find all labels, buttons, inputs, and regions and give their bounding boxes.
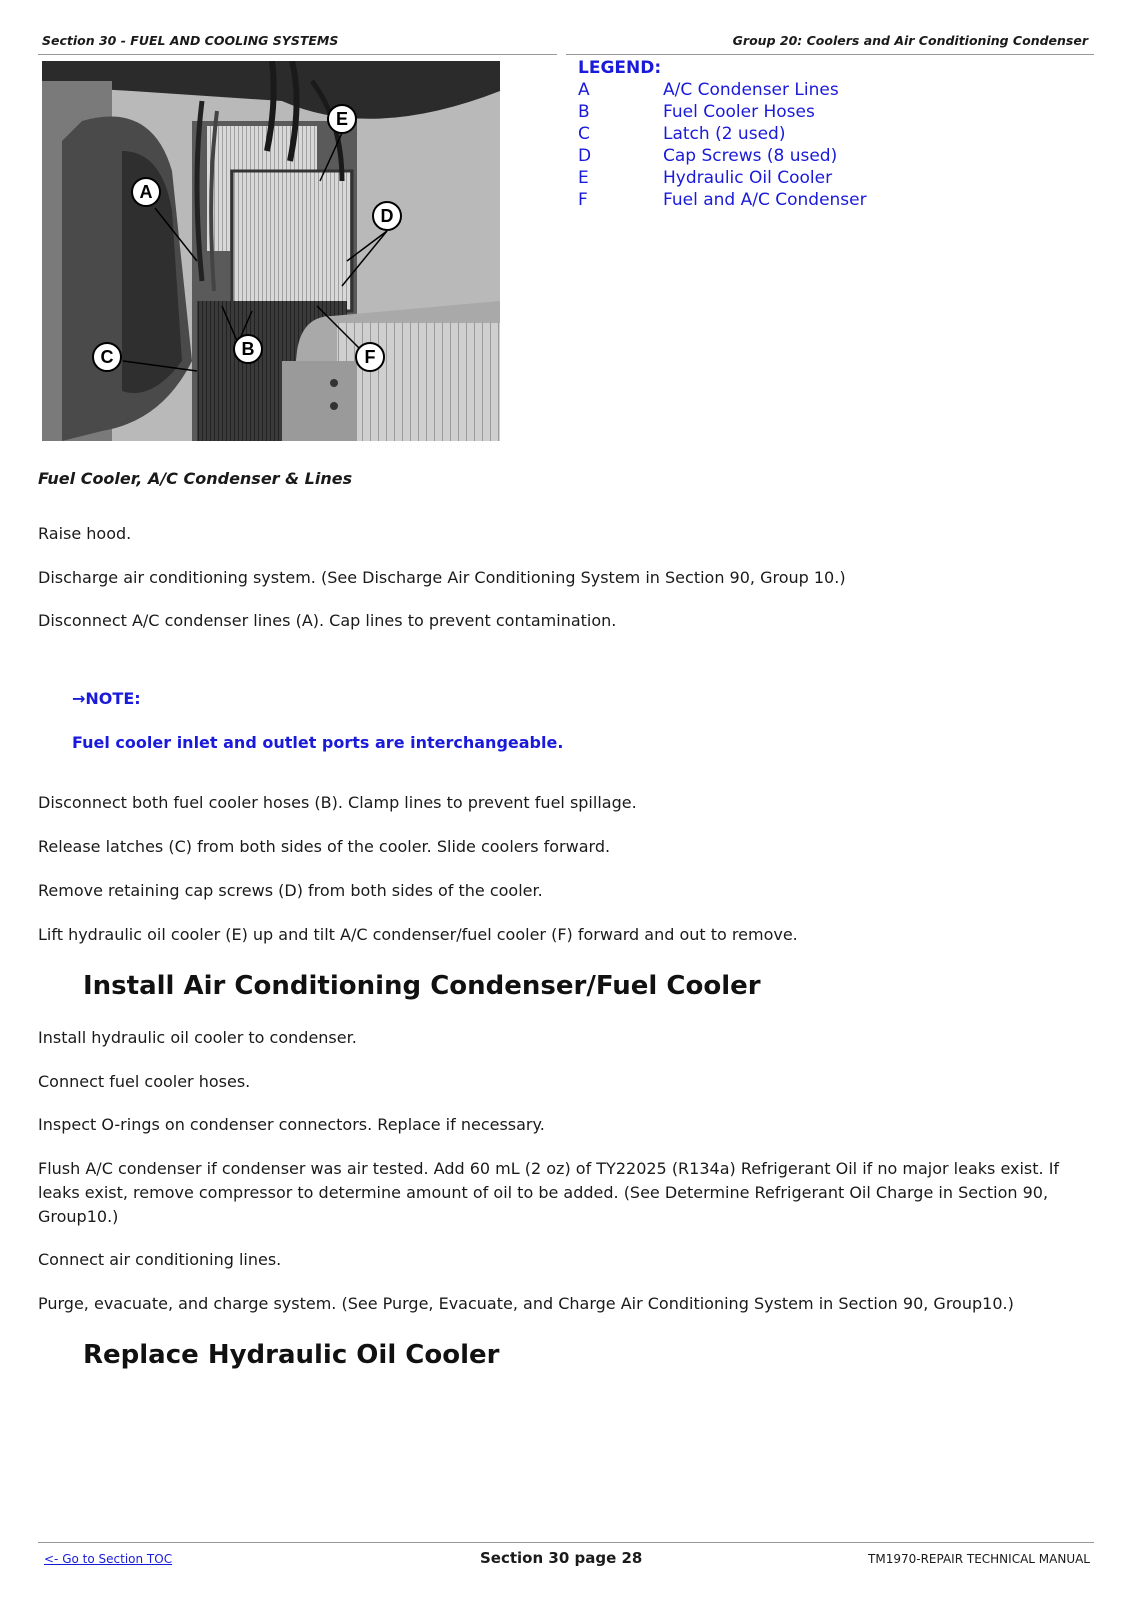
page-number: Section 30 page 28 (480, 1549, 643, 1567)
cooler-photo (42, 61, 500, 441)
step-paragraph: Remove retaining cap screws (D) from both sides of the cooler. (38, 881, 543, 900)
page-header (38, 33, 1094, 53)
legend-item: F Fuel and A/C Condenser (578, 190, 867, 210)
header-divider-left (38, 54, 557, 55)
svg-text:E: E (335, 109, 349, 129)
step-paragraph: Discharge air conditioning system. (See Discharge Air Conditioning System in Section 90, Group 10.) (38, 568, 846, 587)
step-paragraph: Purge, evacuate, and charge system. (See Purge, Evacuate, and Charge Air Conditioning System in Section 90, Group10.) (38, 1294, 1014, 1313)
install-heading: Install Air Conditioning Condenser/Fuel Cooler (83, 971, 761, 1001)
step-paragraph: Release latches (C) from both sides of the cooler. Slide coolers forward. (38, 837, 611, 856)
group-title: Group 20: Coolers and Air Conditioning Condenser (732, 33, 1088, 48)
figure-legend (578, 57, 867, 211)
callout-c (93, 343, 121, 371)
legend-item: E Hydraulic Oil Cooler (578, 168, 833, 188)
footer-divider (38, 1542, 1094, 1543)
header-divider-right (566, 54, 1094, 55)
legend-title: LEGEND: (578, 58, 662, 78)
step-paragraph: Connect air conditioning lines. (38, 1250, 282, 1269)
svg-text:C: C (100, 347, 114, 367)
legend-item: B Fuel Cooler Hoses (578, 102, 815, 122)
step-paragraph: Connect fuel cooler hoses. (38, 1072, 251, 1091)
section-title: Section 30 - FUEL AND COOLING SYSTEMS (42, 33, 339, 48)
callout-d (373, 202, 401, 230)
manual-title: TM1970-REPAIR TECHNICAL MANUAL (868, 1552, 1090, 1566)
step-paragraph: Disconnect both fuel cooler hoses (B). Clamp lines to prevent fuel spillage. (38, 793, 637, 812)
callout-a (132, 178, 160, 206)
legend-item: C Latch (2 used) (578, 124, 786, 144)
callout-f (356, 343, 384, 371)
legend-item: D Cap Screws (8 used) (578, 146, 838, 166)
note-title: →NOTE: (72, 689, 141, 708)
step-paragraph: Install hydraulic oil cooler to condenser. (38, 1028, 357, 1047)
step-paragraph: Flush A/C condenser if condenser was air tested. Add 60 mL (2 oz) of TY22025 (R134a) Refrigerant Oil if no major leaks exist. If leaks exist, remove compressor to determine amount of oil to be added. (See Determine Refrigerant Oil Charge in Section 90, Group10.) (38, 1159, 1060, 1226)
note-body: Fuel cooler inlet and outlet ports are interchangeable. (72, 733, 564, 752)
callout-e (328, 105, 356, 133)
svg-text:B: B (241, 339, 255, 359)
legend-item: A A/C Condenser Lines (578, 80, 839, 100)
callout-b (234, 335, 262, 363)
step-paragraph: Raise hood. (38, 524, 132, 543)
step-paragraph: Lift hydraulic oil cooler (E) up and tilt A/C condenser/fuel cooler (F) forward and out to remove. (38, 925, 798, 944)
svg-text:D: D (380, 206, 394, 226)
figure-caption: Fuel Cooler, A/C Condenser & Lines (38, 469, 353, 488)
step-paragraph: Inspect O-rings on condenser connectors. Replace if necessary. (38, 1115, 545, 1134)
replace-heading: Replace Hydraulic Oil Cooler (83, 1340, 500, 1370)
svg-text:F: F (364, 347, 376, 367)
section-toc-link[interactable]: <- Go to Section TOC (44, 1552, 173, 1566)
svg-text:A: A (139, 182, 153, 202)
step-paragraph: Disconnect A/C condenser lines (A). Cap lines to prevent contamination. (38, 611, 617, 630)
